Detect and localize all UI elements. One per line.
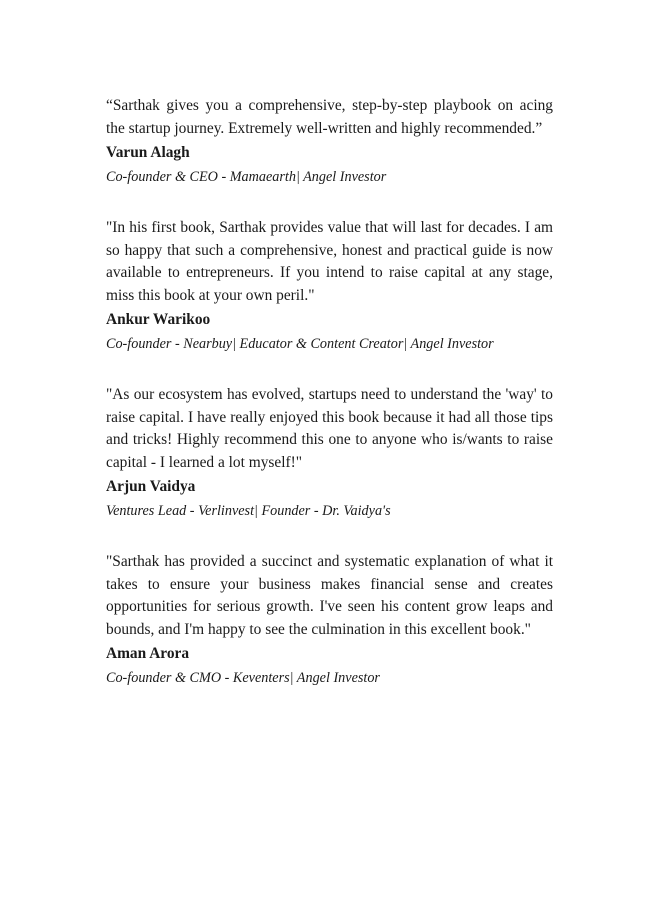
endorsement-author: Ankur Warikoo: [106, 311, 211, 328]
endorsement-ankur-warikoo: [106, 217, 553, 356]
endorsement-role: Co-founder & CMO - Keventers| Angel Investor: [106, 670, 380, 686]
endorsement-role: Ventures Lead - Verlinvest| Founder - Dr. Vaidya's: [106, 503, 391, 519]
endorsements-page: [106, 95, 553, 718]
endorsement-aman-arora: [106, 551, 553, 690]
endorsement-quote: “Sarthak gives you a comprehensive, step-by-step playbook on acing the startup journey. Extremely well-written and highly recommended.”: [106, 97, 553, 137]
endorsement-role: Co-founder & CEO - Mamaearth| Angel Investor: [106, 169, 387, 185]
endorsement-author: Varun Alagh: [106, 144, 190, 161]
endorsement-quote: "As our ecosystem has evolved, startups need to understand the 'way' to raise capital. I have really enjoyed this book because it had all those tips and tricks! Highly recommend this one to anyone who is/wants to raise capital - I learned a lot myself!": [106, 386, 553, 471]
endorsement-quote: "In his first book, Sarthak provides value that will last for decades. I am so happy that such a comprehensive, honest and practical guide is now available to entrepreneurs. If you intend to raise capital at any stage, miss this book at your own peril.": [106, 219, 553, 304]
endorsement-quote: "Sarthak has provided a succinct and systematic explanation of what it takes to ensure your business makes financial sense and creates opportunities for serious growth. I've seen his content grow leaps and bounds, and I'm happy to see the culmination in this excellent book.": [106, 553, 553, 638]
endorsement-varun-alagh: [106, 95, 553, 189]
endorsement-role: Co-founder - Nearbuy| Educator & Content Creator| Angel Investor: [106, 336, 494, 352]
endorsement-arjun-vaidya: [106, 384, 553, 523]
endorsement-author: Aman Arora: [106, 645, 190, 662]
endorsement-author: Arjun Vaidya: [106, 478, 196, 495]
